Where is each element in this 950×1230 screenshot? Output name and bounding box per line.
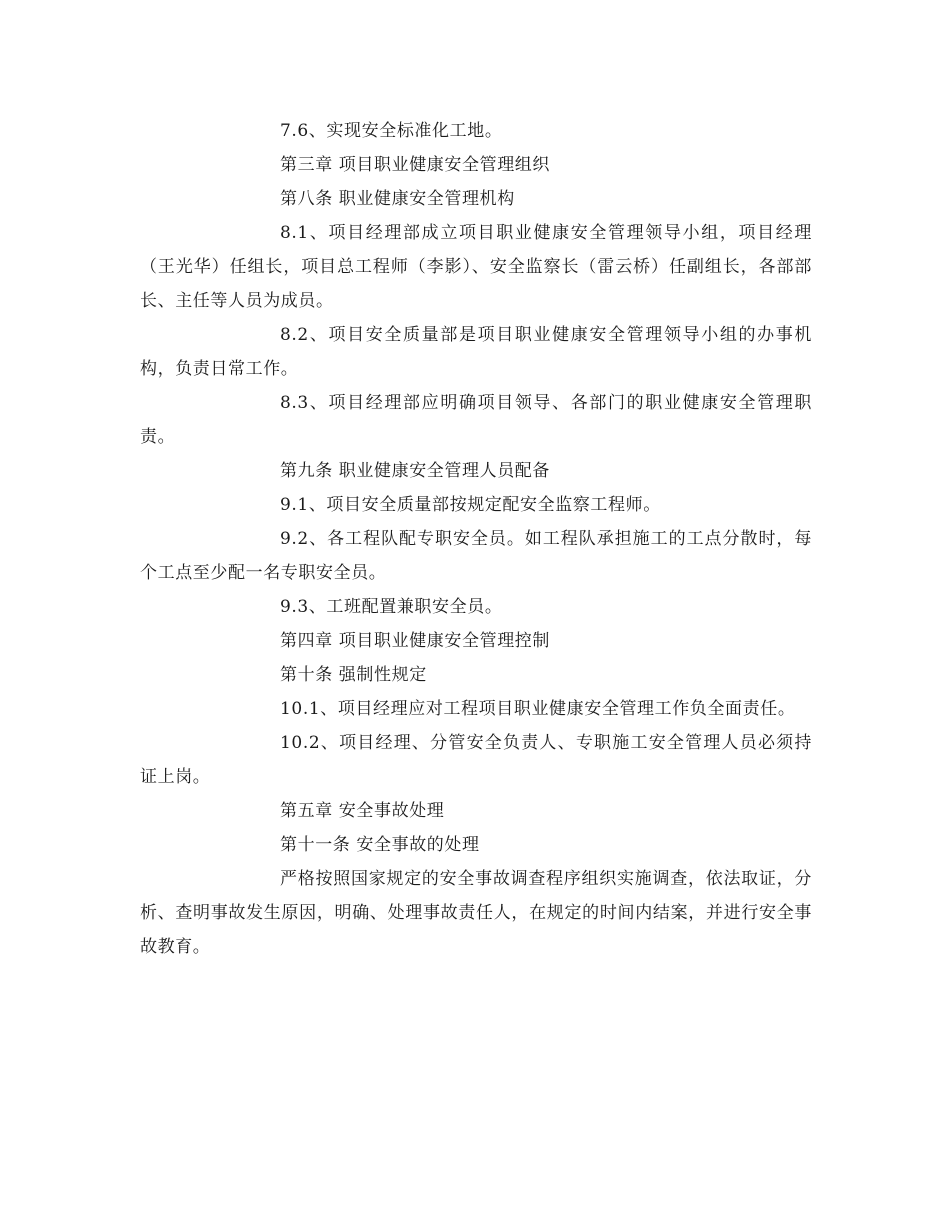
article-9-heading: 第九条 职业健康安全管理人员配备 (280, 461, 551, 481)
item-9-2: 9.2、各工程队配专职安全员。如工程队承担施工的工点分散时，每个工点至少配一名专职安全员。 (140, 529, 812, 583)
document-page (140, 114, 812, 964)
article-10-heading: 第十条 强制性规定 (280, 665, 427, 685)
accident-handling-paragraph: 严格按照国家规定的安全事故调查程序组织实施调查，依法取证，分析、查明事故发生原因，明确、处理事故责任人，在规定的时间内结案，并进行安全事故教育。 (140, 869, 812, 957)
item-7-6: 7.6、实现安全标准化工地。 (280, 121, 503, 141)
item-10-1: 10.1、项目经理应对工程项目职业健康安全管理工作负全面责任。 (280, 699, 796, 719)
chapter-5-heading: 第五章 安全事故处理 (280, 801, 445, 821)
item-9-3: 9.3、工班配置兼职安全员。 (280, 597, 503, 617)
item-8-1: 8.1、项目经理部成立项目职业健康安全管理领导小组，项目经理（王光华）任组长，项目总工程师（李影）、安全监察长（雷云桥）任副组长，各部部长、主任等人员为成员。 (140, 223, 812, 311)
item-9-1: 9.1、项目安全质量部按规定配安全监察工程师。 (280, 495, 661, 515)
chapter-3-heading: 第三章 项目职业健康安全管理组织 (280, 155, 551, 175)
article-8-heading: 第八条 职业健康安全管理机构 (280, 189, 515, 209)
article-11-heading: 第十一条 安全事故的处理 (280, 835, 480, 855)
chapter-4-heading: 第四章 项目职业健康安全管理控制 (280, 631, 551, 651)
item-8-2: 8.2、项目安全质量部是项目职业健康安全管理领导小组的办事机构，负责日常工作。 (140, 325, 812, 379)
item-8-3: 8.3、项目经理部应明确项目领导、各部门的职业健康安全管理职责。 (140, 393, 812, 447)
item-10-2: 10.2、项目经理、分管安全负责人、专职施工安全管理人员必须持证上岗。 (140, 733, 812, 787)
